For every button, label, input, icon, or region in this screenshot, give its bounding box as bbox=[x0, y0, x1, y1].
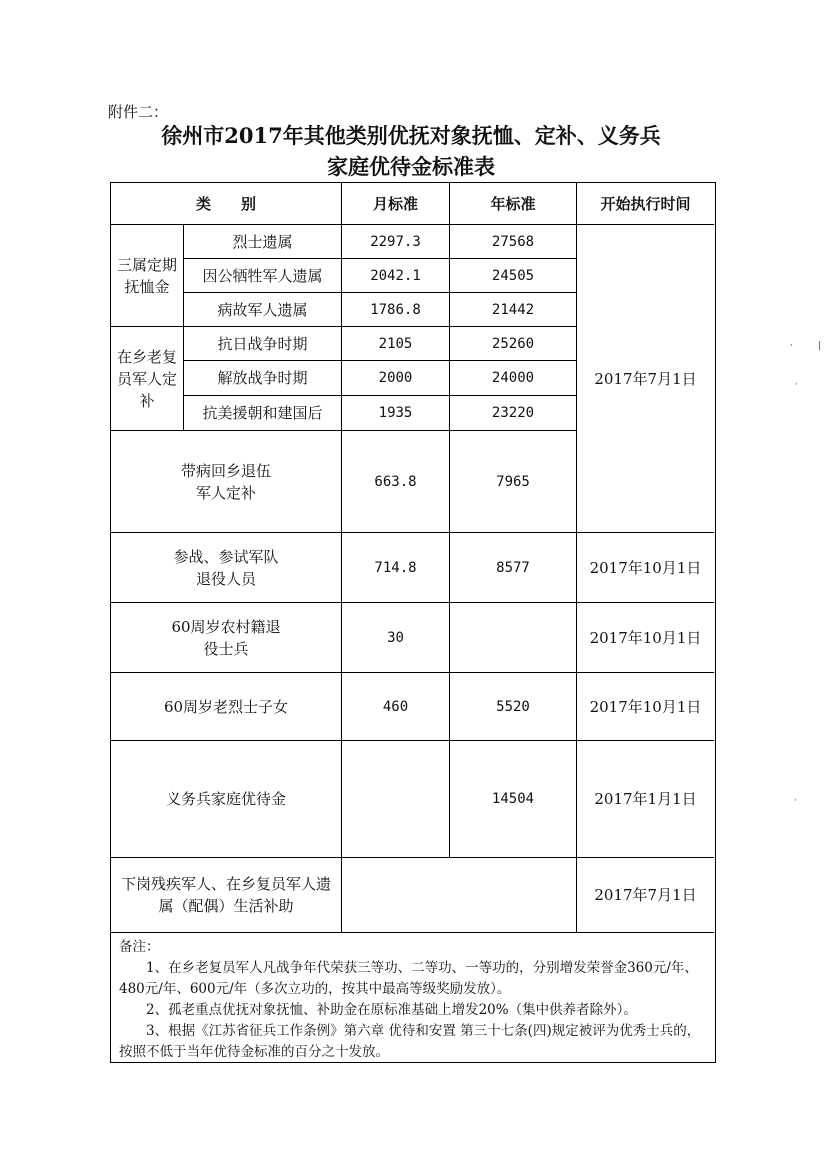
row-label: 带病回乡退伍军人定补 bbox=[111, 431, 342, 533]
row-label: 60周岁老烈士子女 bbox=[111, 673, 342, 741]
row-monthly: 2105 bbox=[342, 327, 450, 361]
row-label: 抗美援朝和建国后 bbox=[184, 396, 342, 431]
note-item: 2、孤老重点优抚对象抚恤、补助金在原标准基础上增发20%（集中供养者除外）。 bbox=[146, 1002, 637, 1018]
row-yearly: 25260 bbox=[450, 327, 577, 361]
header-yearly: 年标准 bbox=[450, 183, 577, 225]
merged-start-date: 2017年7月1日 bbox=[577, 225, 714, 533]
row-label: 病故军人遗属 bbox=[184, 293, 342, 327]
group-zaixiang: 在乡老复员军人定补 bbox=[111, 327, 184, 431]
row-label: 60周岁农村籍退役士兵 bbox=[111, 603, 342, 673]
header-category: 类 别 bbox=[111, 183, 342, 225]
row-label: 参战、参试军队退役人员 bbox=[111, 533, 342, 603]
row-label: 抗日战争时期 bbox=[184, 327, 342, 361]
notes-section bbox=[111, 933, 714, 1063]
header-monthly: 月标准 bbox=[342, 183, 450, 225]
attachment-label: 附件二： bbox=[108, 103, 169, 121]
row-monthly: 2042.1 bbox=[342, 259, 450, 293]
row-label: 义务兵家庭优待金 bbox=[111, 741, 342, 858]
scan-mark: · bbox=[794, 796, 797, 806]
notes-heading: 备注： bbox=[119, 939, 160, 955]
row-monthly: 663.8 bbox=[342, 431, 450, 533]
row-monthly: 714.8 bbox=[342, 533, 450, 603]
row-start: 2017年10月1日 bbox=[577, 673, 714, 741]
row-monthly: 460 bbox=[342, 673, 450, 741]
note-item: 3、根据《江苏省征兵工作条例》第六章 优待和安置 第三十七条(四)规定被评为优秀士兵的，按照不低于当年优待金标准的百分之十发放。 bbox=[119, 1023, 701, 1060]
row-label: 下岗残疾军人、在乡复员军人遗属（配偶）生活补助 bbox=[111, 858, 342, 933]
row-start: 2017年10月1日 bbox=[577, 603, 714, 673]
scan-mark: · bbox=[790, 341, 793, 351]
row-label: 解放战争时期 bbox=[184, 361, 342, 396]
page-title-line2: 家庭优待金标准表 bbox=[327, 154, 495, 179]
row-label: 烈士遗属 bbox=[184, 225, 342, 259]
row-start: 2017年10月1日 bbox=[577, 533, 714, 603]
row-yearly: 14504 bbox=[450, 741, 577, 858]
row-monthly: 1786.8 bbox=[342, 293, 450, 327]
row-monthly: 30 bbox=[342, 603, 450, 673]
row-monthly: 2000 bbox=[342, 361, 450, 396]
page-title-line1: 徐州市2017年其他类别优抚对象抚恤、定补、义务兵 bbox=[161, 123, 661, 148]
row-merged-values bbox=[342, 858, 577, 933]
row-start: 2017年7月1日 bbox=[577, 858, 714, 933]
row-yearly: 24505 bbox=[450, 259, 577, 293]
row-yearly: 27568 bbox=[450, 225, 577, 259]
row-yearly: 7965 bbox=[450, 431, 577, 533]
row-yearly: 5520 bbox=[450, 673, 577, 741]
row-start: 2017年1月1日 bbox=[577, 741, 714, 858]
group-sanshu: 三属定期抚恤金 bbox=[111, 225, 184, 327]
row-yearly: 8577 bbox=[450, 533, 577, 603]
row-yearly: 24000 bbox=[450, 361, 577, 396]
scan-mark: | bbox=[818, 341, 822, 351]
row-monthly bbox=[342, 741, 450, 858]
note-item: 1、在乡老复员军人凡战争年代荣获三等功、二等功、一等功的，分别增发荣誉金360元/年、480元/年、600元/年（多次立功的，按其中最高等级奖励发放）。 bbox=[119, 960, 698, 997]
scan-mark: · bbox=[795, 380, 798, 390]
row-monthly: 1935 bbox=[342, 396, 450, 431]
row-monthly: 2297.3 bbox=[342, 225, 450, 259]
header-start: 开始执行时间 bbox=[577, 183, 714, 225]
row-yearly: 23220 bbox=[450, 396, 577, 431]
standards-table bbox=[110, 182, 716, 1063]
row-yearly: 21442 bbox=[450, 293, 577, 327]
row-yearly bbox=[450, 603, 577, 673]
row-label: 因公牺牲军人遗属 bbox=[184, 259, 342, 293]
